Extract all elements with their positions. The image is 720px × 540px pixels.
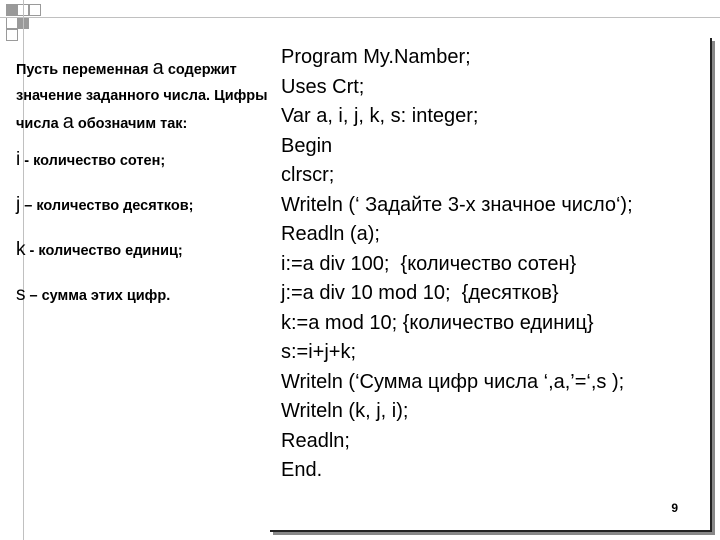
code-line: i:=a div 100; {количество сотен} <box>281 252 577 275</box>
code-line: clrscr; <box>281 164 335 186</box>
description-panel <box>16 55 274 327</box>
var-a-label: a <box>152 57 164 79</box>
variable-name: i <box>16 149 21 170</box>
deco-square <box>6 29 18 41</box>
code-line: j:=a div 10 mod 10; {десятков} <box>281 282 559 304</box>
variable-name: k <box>16 239 26 260</box>
variable-name: s <box>16 284 26 305</box>
code-line: Program My.Namber; <box>281 46 471 68</box>
code-listing-box <box>270 38 712 532</box>
description-text <box>16 55 274 137</box>
variable-name: j <box>16 194 21 215</box>
code-line: Writeln (k, j, i); <box>281 400 409 422</box>
intro-part1: Пусть переменная <box>16 62 149 78</box>
page-number: 9 <box>671 501 678 515</box>
deco-square <box>29 4 41 16</box>
variables-list <box>16 147 274 309</box>
code-line: Begin <box>281 134 333 157</box>
code-line: Writeln (‘Сумма цифр числа ‘,a,’=‘,s ); <box>281 370 625 393</box>
code-line: Var a, i, j, k, s: integer; <box>281 105 479 127</box>
variable-item <box>16 237 274 264</box>
intro-part2: содержит значение заданного числа. Цифры числа <box>16 62 268 132</box>
variable-item <box>16 282 274 309</box>
intro-part3: обозначим так: <box>77 116 188 132</box>
variable-desc: – количество десятков; <box>20 198 194 214</box>
horizontal-rule <box>0 17 720 18</box>
variable-desc: - количество единиц; <box>25 243 183 259</box>
variable-desc: - количество сотен; <box>20 153 166 169</box>
code-line: Readln (a); <box>281 223 380 245</box>
code-listing <box>281 43 633 486</box>
var-a-label: a <box>62 111 74 133</box>
code-line: End. <box>281 459 323 481</box>
code-line: s:=i+j+k; <box>281 341 357 363</box>
decorative-squares <box>0 0 720 40</box>
variable-item <box>16 192 274 219</box>
variable-item <box>16 147 274 174</box>
code-line: Writeln (‘ Задайте 3-х значное число‘); <box>281 193 633 216</box>
code-line: k:=a mod 10; {количество единиц} <box>281 311 594 334</box>
variable-desc: – сумма этих цифр. <box>25 288 171 304</box>
code-line: Readln; <box>281 429 350 452</box>
code-line: Uses Crt; <box>281 75 365 98</box>
